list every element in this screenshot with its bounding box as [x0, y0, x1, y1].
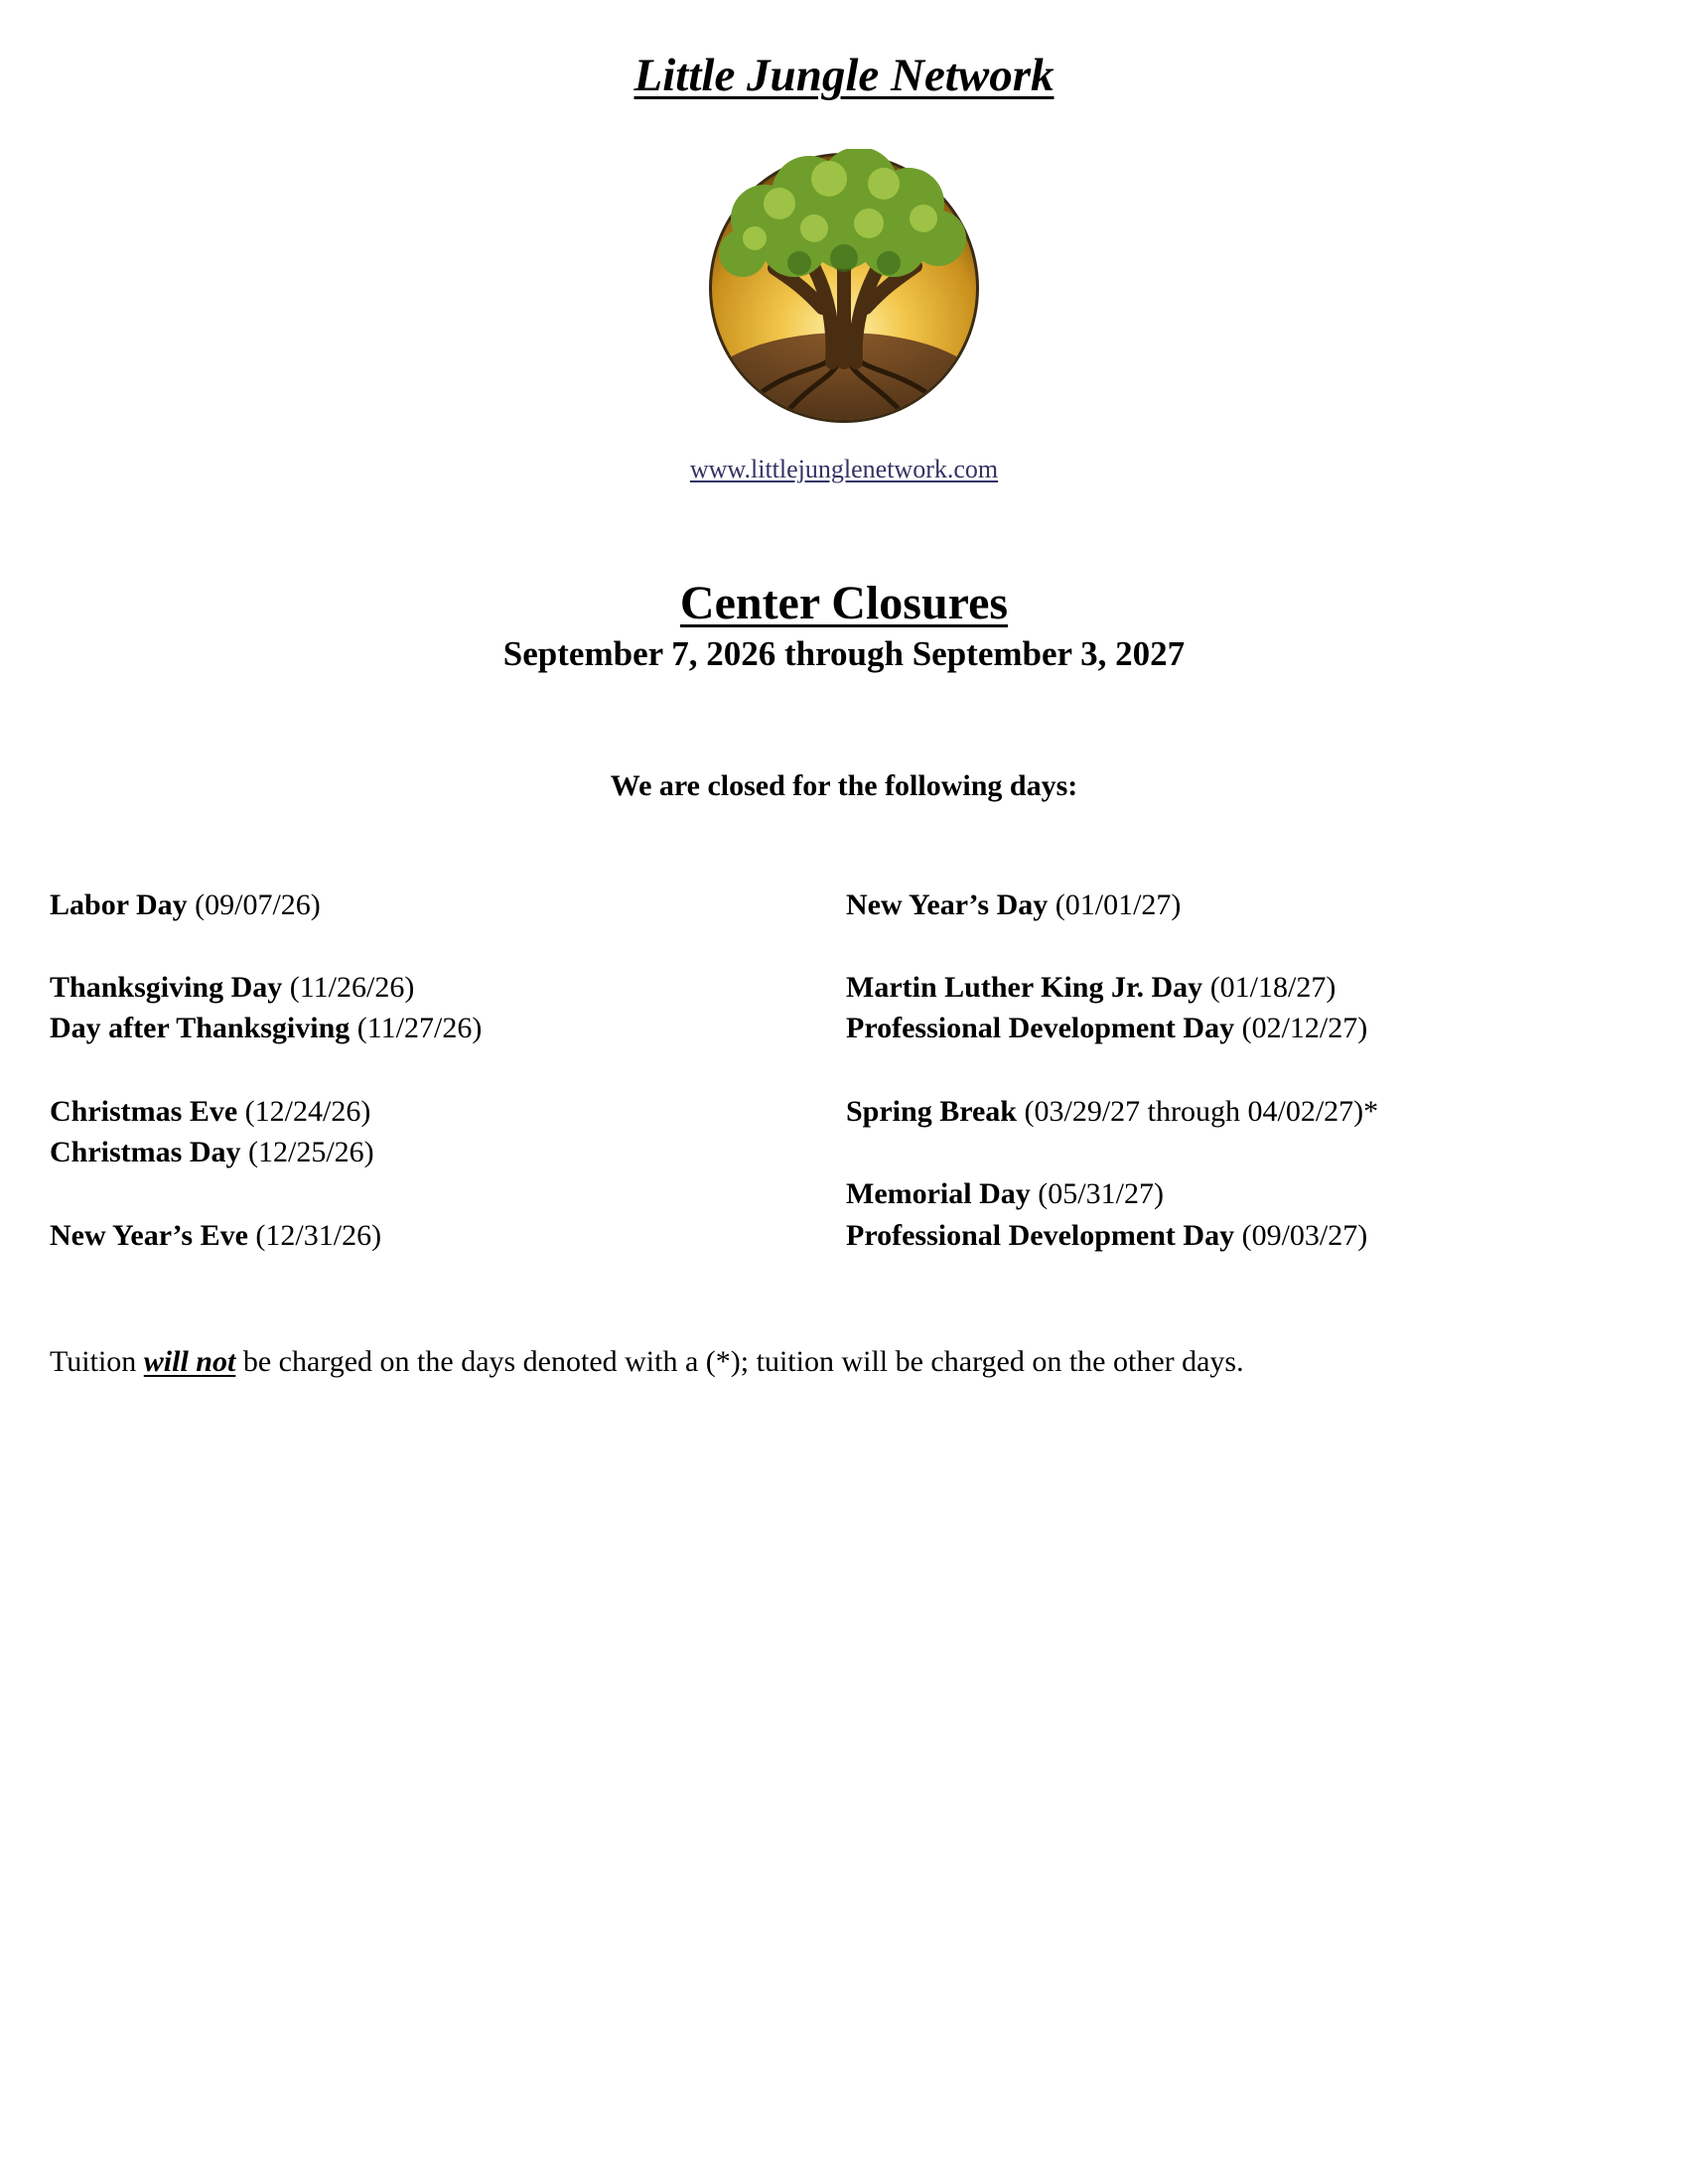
date-range: September 7, 2026 through September 3, 2027	[502, 634, 1186, 673]
closure-item	[50, 1133, 374, 1172]
closure-item	[846, 1009, 1367, 1048]
closure-item	[846, 886, 1181, 925]
closure-name: Thanksgiving Day	[50, 971, 283, 1004]
tuition-note	[50, 1342, 1244, 1382]
closure-date: (11/27/26)	[356, 1012, 483, 1044]
tree-in-circle-logo-icon	[695, 149, 993, 427]
closure-date: (12/24/26)	[244, 1095, 371, 1128]
closure-name: Professional Development Day	[846, 1012, 1235, 1044]
closure-date: (01/01/27)	[1055, 888, 1182, 921]
closure-date: (03/29/27 through 04/02/27)*	[1024, 1095, 1379, 1128]
organization-title: Little Jungle Network	[633, 50, 1055, 101]
closure-name: Spring Break	[846, 1095, 1017, 1128]
closure-date: (11/26/26)	[289, 971, 415, 1004]
closure-date: (02/12/27)	[1241, 1012, 1368, 1044]
tuition-note-prefix: Tuition	[50, 1345, 144, 1378]
closure-name: Day after Thanksgiving	[50, 1012, 351, 1044]
closure-item	[846, 1174, 1164, 1214]
closure-item	[846, 1092, 1378, 1132]
closure-name: Professional Development Day	[846, 1219, 1235, 1252]
closure-name: New Year’s Day	[846, 888, 1049, 921]
tuition-note-emphasis: will not	[143, 1345, 236, 1378]
closure-item	[846, 1216, 1367, 1256]
intro-text: We are closed for the following days:	[610, 769, 1078, 802]
closure-item	[50, 886, 321, 925]
website-link[interactable]: www.littlejunglenetwork.com	[689, 455, 999, 483]
closure-item	[846, 968, 1336, 1008]
closure-date: (01/18/27)	[1209, 971, 1336, 1004]
closure-name: Martin Luther King Jr. Day	[846, 971, 1203, 1004]
closure-date: (12/25/26)	[248, 1136, 374, 1168]
closure-item	[50, 1092, 370, 1132]
page-title: Center Closures	[679, 577, 1009, 629]
closure-date: (09/03/27)	[1241, 1219, 1368, 1252]
closure-date: (05/31/27)	[1038, 1177, 1164, 1210]
tuition-note-suffix: be charged on the days denoted with a (*); tuition will be charged on the other days.	[235, 1345, 1244, 1378]
closure-name: Memorial Day	[846, 1177, 1031, 1210]
closure-name: New Year’s Eve	[50, 1219, 248, 1252]
closure-name: Christmas Eve	[50, 1095, 238, 1128]
closure-item	[50, 1216, 381, 1256]
closure-name: Christmas Day	[50, 1136, 241, 1168]
closure-date: (12/31/26)	[255, 1219, 382, 1252]
closure-name: Labor Day	[50, 888, 188, 921]
closure-item	[50, 1009, 482, 1048]
closure-date: (09/07/26)	[195, 888, 321, 921]
closure-item	[50, 968, 414, 1008]
